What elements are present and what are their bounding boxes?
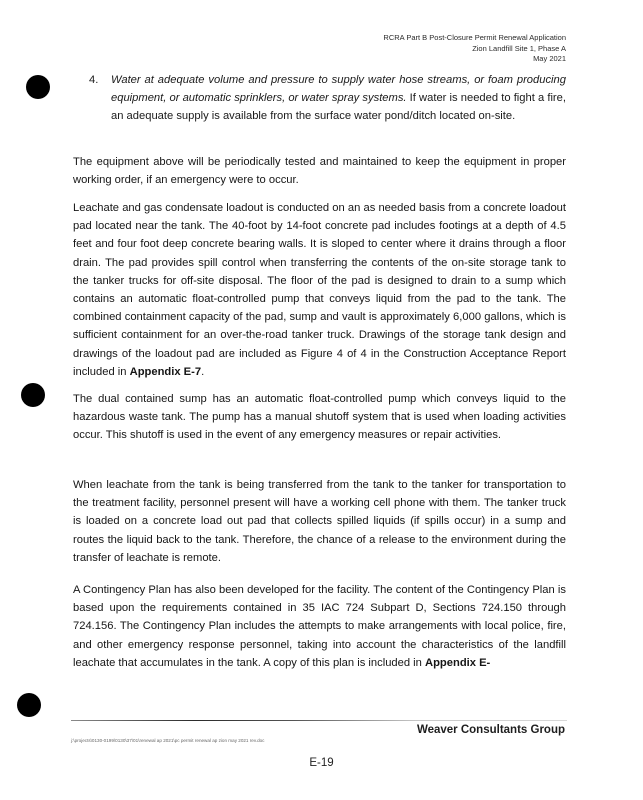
paragraph-leachate-transfer-text: When leachate from the tank is being transferred from the tank to the tanker for transportation to the treatment facility, personnel present will have a working cell phone with them. The tanker truck is loaded on a concrete load out pad that collects spilled liquids (if spills occur) in a sump and routes the liquid back to the tank. Therefore, the chance of a release to the environment during the transfer of leachate is remote. [73, 479, 566, 564]
footer-company-name: Weaver Consultants Group [416, 724, 565, 736]
footer-divider [71, 720, 567, 721]
list-item-italic-text: Water at adequate volume and pressure to supply water hose streams, or foam producing equipment, or automatic sprinklers, or water spray systems. [111, 74, 566, 105]
paragraph-equipment [73, 153, 566, 189]
paragraph-leachate-end: . [201, 365, 205, 378]
header-site: Zion Landfill Site 1, Phase A [472, 43, 566, 53]
list-item-normal-text: If water is needed to fight a fire, an adequate supply is available from the surface water pond/ditch located on-site. [111, 92, 566, 123]
paragraph-dual-sump-text: The dual contained sump has an automatic float-controlled pump which conveys liquid to the hazardous waste tank. The pump has a manual shutoff system that is used when loading activities occur. This shutoff is used in the event of any emergency measures or repair activities. [73, 393, 566, 442]
hole-punch-bottom [17, 693, 41, 717]
paragraph-equipment-text: The equipment above will be periodically tested and maintained to keep the equipment in proper working order, if an emergency were to occur. [73, 156, 566, 187]
page-header [383, 33, 566, 65]
list-item-text [111, 71, 566, 126]
paragraph-leachate-loadout-text [73, 199, 566, 381]
appendix-e-reference: Appendix E- [425, 656, 491, 669]
hole-punch-middle [21, 383, 45, 407]
footer-file-path: j:\projects\0130-0199\0130\37\01\renewal ap 2021\pc permit renewal ap zion may 2021 rev.doc [71, 738, 265, 743]
paragraph-contingency-plan [73, 581, 566, 672]
list-item-4 [73, 71, 566, 126]
hole-punch-top [26, 75, 50, 99]
paragraph-leachate-body: Leachate and gas condensate loadout is conducted on an as needed basis from a concrete loadout pad located near the tank. The 40-foot by 14-foot concrete pad includes footings at a depth of 4.5 feet and four foot deep concrete bearing walls. It is sloped to center where it drains through a floor drain. The pad provides spill control when transferring the contents of the on-site storage tank to the tanker trucks for off-site disposal. The floor of the pad is designed to drain to a sump which contains an automatic float-controlled pump that conveys liquid from the pad to the tank. The combined containment capacity of the pad, sump and vault is approximately 6,000 gallons, which is sufficient containment for an over-the-road tanker truck. Drawings of the storage tank design and drawings of the loadout pad are included as Figure 4 of 4 in the Construction Acceptance Report included in [73, 202, 566, 378]
paragraph-leachate-loadout [73, 199, 566, 381]
paragraph-contingency-plan-text [73, 581, 566, 672]
paragraph-leachate-transfer [73, 476, 566, 567]
header-date: May 2021 [533, 54, 566, 63]
header-title: RCRA Part B Post-Closure Permit Renewal Application [383, 33, 566, 42]
paragraph-dual-sump [73, 390, 566, 445]
appendix-e7-reference: Appendix E-7 [129, 365, 202, 378]
list-number: 4. [89, 74, 99, 86]
page-number: E-19 [309, 757, 334, 769]
paragraph-contingency-body: A Contingency Plan has also been developed for the facility. The content of the Contingency Plan is based upon the requirements contained in 35 IAC 724 Subpart D, Sections 724.150 through 724.156. The Contingency Plan includes the attempts to make arrangements with local police, fire, and other emergency response personnel, taking into account the characteristics of the landfill leachate that accumulates in the tank. A copy of this plan is included in [73, 584, 566, 669]
